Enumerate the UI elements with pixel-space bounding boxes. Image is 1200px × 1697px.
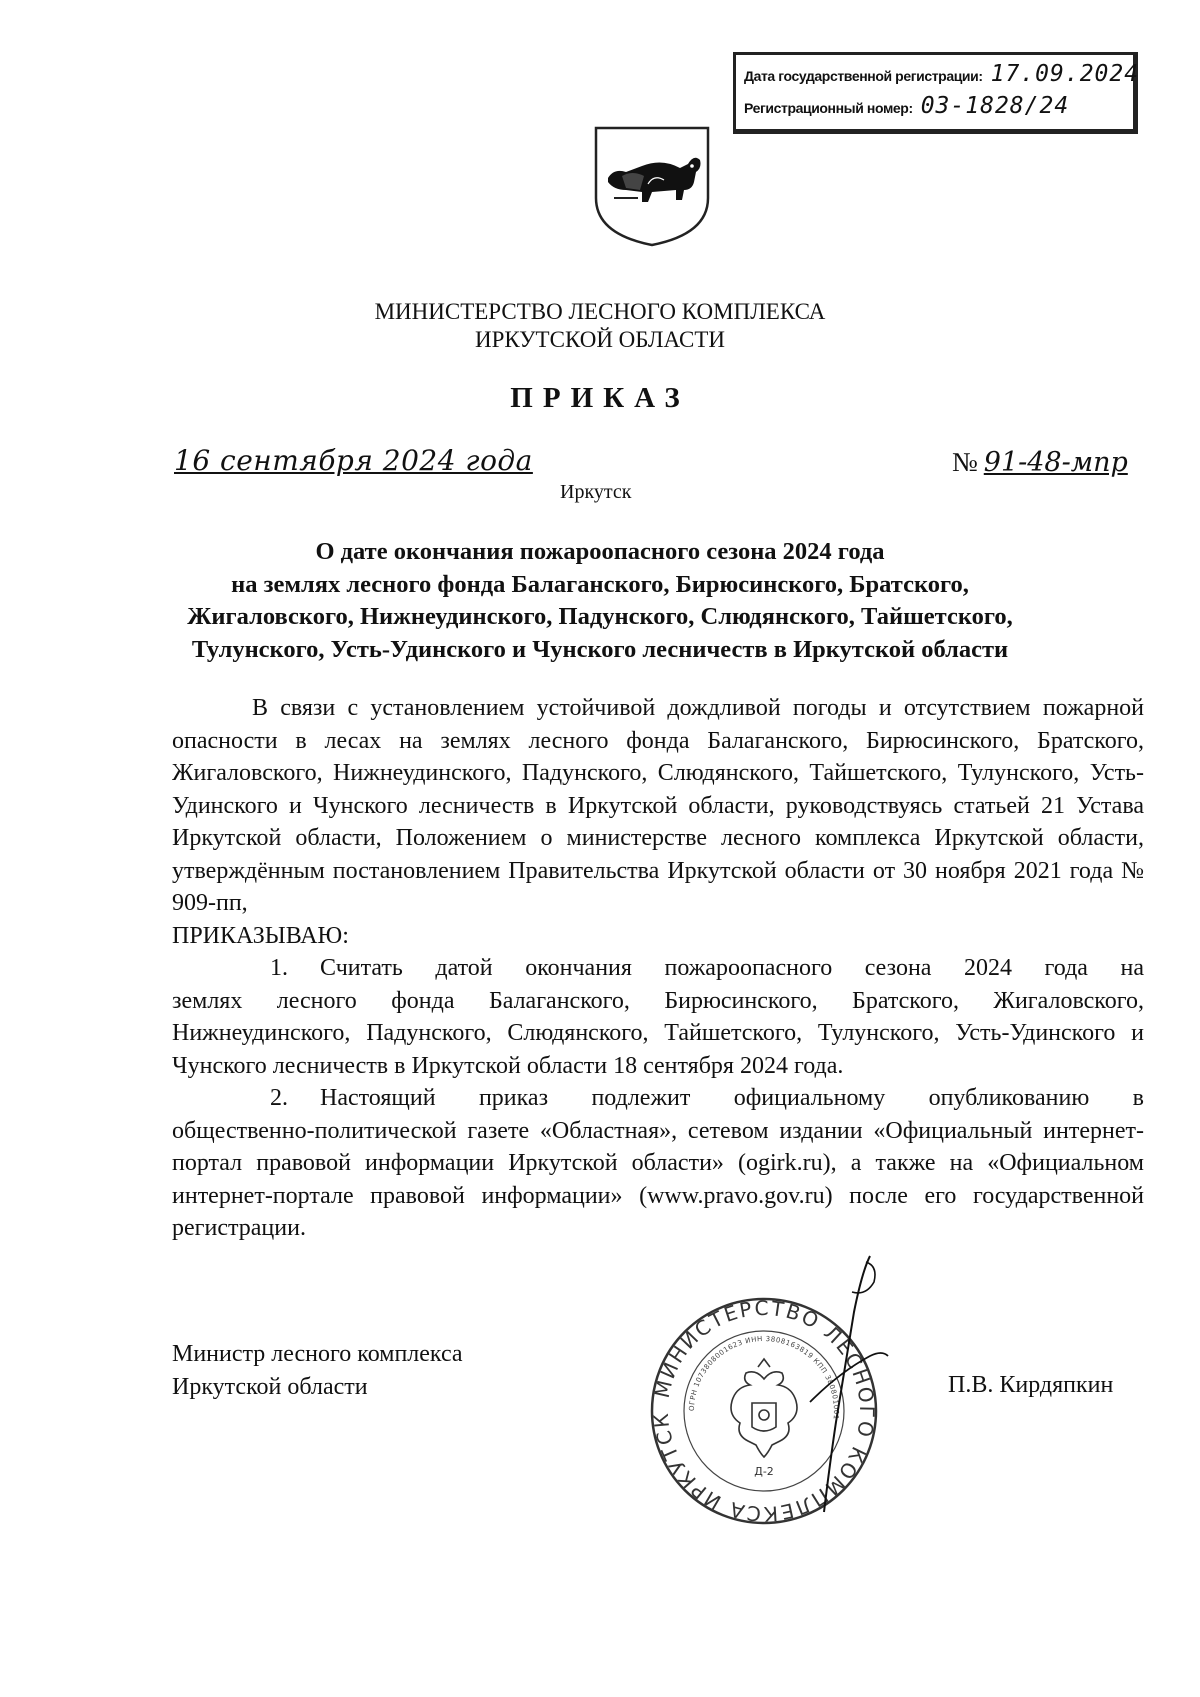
order-item-text: землях лесного фонда Балаганского, Бирюсинского, Братского, Жигаловского, Нижнеудинского, Падунского, Слюдянского, Тайшетского, Тулунского, Усть-Удинского и Чунского лесничеств в Иркутской области 18 сентября 2024 года. [172, 987, 1144, 1079]
document-number-prefix: № [952, 447, 978, 477]
order-item-first-line: Считать датой окончания пожароопасного сезона 2024 года на [320, 955, 1144, 981]
document-type: ПРИКАЗ [510, 382, 690, 414]
signatory-name: П.В. Кирдяпкин [948, 1372, 1114, 1398]
signatory-position-line2: Иркутской области [172, 1374, 368, 1400]
document-city: Иркутск [560, 481, 632, 503]
order-item-number: 2. [270, 1085, 288, 1111]
seal-center-mark: Д-2 [754, 1465, 774, 1478]
preamble-paragraph: В связи с установлением устойчивой дождливой погоды и отсутствием пожарной опасности в лесах на землях лесного фонда Балаганского, Бирюсинского, Братского, Жигаловского, Нижнеудинского, Падунского, Слюдянского, Тайшетского, Тулунского, Усть-Удинского и Чунского лесничеств в Иркутской области, руководствуясь статьей 21 Устава Иркутской области, Положением о министерстве лесного комплекса Иркутской области, утверждённым постановлением Правительства Иркутской области от 30 ноября 2021 года № 909-пп, [172, 695, 1144, 916]
document-title [0, 536, 1200, 666]
ministry-name [0, 298, 1200, 354]
ministry-name-line1: МИНИСТЕРСТВО ЛЕСНОГО КОМПЛЕКСА [374, 299, 826, 324]
title-line3: Жигаловского, Нижнеудинского, Падунского, Слюдянского, Тайшетского, [187, 603, 1013, 630]
coat-of-arms-emblem [592, 124, 712, 253]
registration-number-label: Регистрационный номер: [744, 100, 913, 116]
registration-date-value: 17.09.2024 [990, 61, 1140, 87]
title-line2: на землях лесного фонда Балаганского, Бирюсинского, Братского, [231, 570, 969, 598]
handwritten-signature [770, 1252, 900, 1527]
title-line1: О дате окончания пожароопасного сезона 2024 года [315, 538, 885, 565]
registration-date-label: Дата государственной регистрации: [744, 68, 983, 84]
registration-stamp [733, 52, 1138, 134]
signatory-position [172, 1338, 463, 1404]
order-word: ПРИКАЗЫВАЮ: [172, 922, 349, 949]
order-item [172, 952, 1144, 1082]
document-number-value: 91-48-мпр [983, 447, 1128, 478]
signatory-position-line1: Министр лесного комплекса [172, 1341, 463, 1367]
seal-outer-text: МИНИСТЕРСТВО ЛЕСНОГО КОМПЛЕКСА ИРКУТСК [648, 1295, 880, 1527]
order-item-text: общественно-политической газете «Областная», сетевом издании «Официальный интернет-портал правовой информации Иркутской области» (ogirk.ru), а также на «Официальном интернет-портале правовой информации» (www.pravo.gov.ru) после его государственной регистрации. [172, 1117, 1144, 1241]
registration-date-row [744, 61, 1140, 93]
registration-number-value: 03-1828/24 [920, 93, 1070, 119]
ministry-name-line2: ИРКУТСКОЙ ОБЛАСТИ [474, 327, 725, 352]
title-line4: Тулунского, Усть-Удинского и Чунского лесничеств в Иркутской области [191, 635, 1009, 663]
order-item-first-line: Настоящий приказ подлежит официальному опубликованию в [320, 1085, 1144, 1111]
order-item-number: 1. [270, 955, 288, 981]
document-date: 16 сентября 2024 года [174, 444, 533, 477]
document-body [172, 692, 1144, 1245]
order-item [172, 1082, 1144, 1245]
registration-number-row [744, 93, 1125, 125]
document-number [952, 447, 1128, 478]
seal-inner-text: ОГРН 1073808001623 ИНН 3808163819 КПП 380801001 [687, 1334, 841, 1421]
